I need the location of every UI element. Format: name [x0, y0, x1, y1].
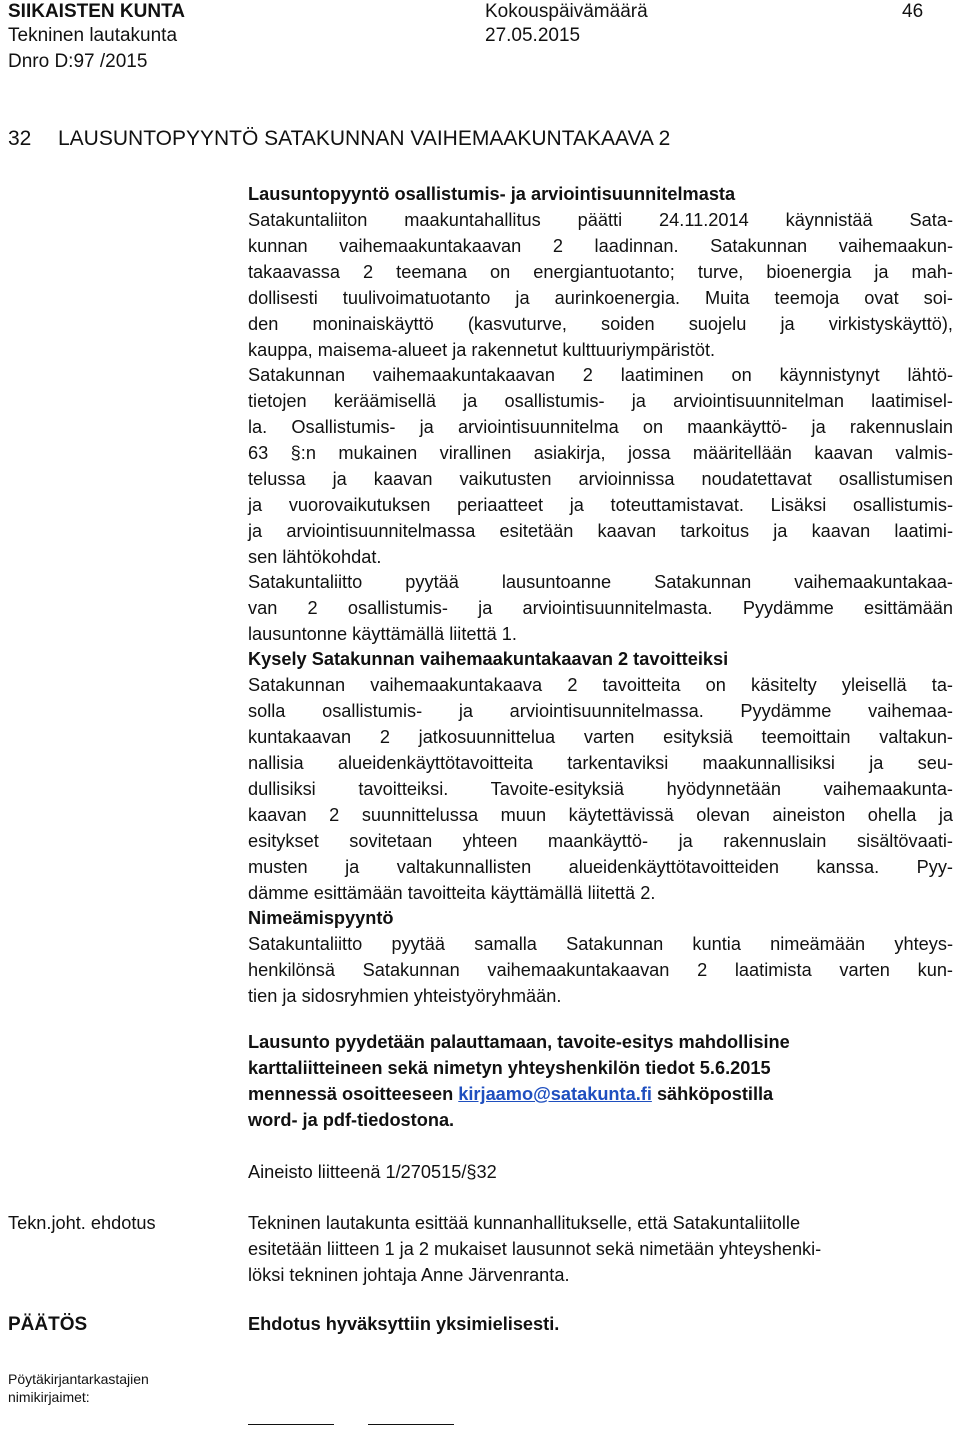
text-line: sen lähtökohdat.: [248, 547, 382, 567]
text-line: Satakuntaliitto pyytää samalla Satakunnan kuntia nimeämään yhteys-: [248, 934, 953, 954]
text-line: dämme esittämään tavoitteita käyttämällä liitettä 2.: [248, 883, 656, 903]
subheading-survey: Kysely Satakunnan vaihemaakuntakaavan 2 tavoitteiksi: [248, 649, 729, 669]
text-line: musten ja valtakunnallisten alueidenkäyttötavoitteiden kanssa. Pyy-: [248, 857, 953, 877]
dnro-reference: Dnro D:97 /2015: [8, 51, 148, 72]
text-line: ja arviointisuunnitelmassa esitetään kaavan tarkoitus ja kaavan laatimi-: [248, 521, 953, 541]
text-line: dullisiksi tavoitteiksi. Tavoite-esityksiä hyödynnetään vaihemaakunta-: [248, 779, 953, 799]
text-line: nallisia alueidenkäyttötavoitteita tarkentaviksi maakunnallisiksi ja seu-: [248, 753, 953, 773]
text-line: dollisesti tuulivoimatuotanto ja aurinkoenergia. Muita teemoja ovat soi-: [248, 288, 953, 308]
text-line: van 2 osallistumis- ja arviointisuunnitelmasta. Pyydämme esittämään: [248, 598, 953, 618]
text-line: Satakuntaliiton maakuntahallitus päätti 24.11.2014 käynnistää Sata-: [248, 210, 953, 230]
page-number: 46: [902, 1, 924, 22]
request-text: mennessä osoitteeseen: [248, 1084, 459, 1104]
request-line-with-email: [248, 1082, 953, 1108]
subheading-participation-plan: Lausuntopyyntö osallistumis- ja arviointisuunnitelmasta: [248, 184, 736, 204]
text-line: Satakunnan vaihemaakuntakaava 2 tavoitteita on käsitelty yleisellä ta-: [248, 675, 953, 695]
text-line: kuntakaavan 2 jatkosuunnittelua varten esityksiä teemoittain valtakun-: [248, 727, 953, 747]
text-line: solla osallistumis- ja arviointisuunnitelmassa. Pyydämme vaihemaa-: [248, 701, 953, 721]
request-line: karttaliitteineen sekä nimetyn yhteyshenkilön tiedot 5.6.2015: [248, 1058, 771, 1078]
text-line: Tekninen lautakunta esittää kunnanhallitukselle, että Satakuntaliitolle: [248, 1213, 801, 1233]
text-line: esitetään liitteen 1 ja 2 mukaiset lausunnot sekä nimetään yhteyshenki-: [248, 1239, 822, 1259]
text-line: la. Osallistumis- ja arviointisuunnitelma on maankäyttö- ja rakennuslain: [248, 417, 953, 437]
meeting-date-label: Kokouspäivämäärä: [485, 1, 648, 22]
text-line: den moninaiskäyttö (kasvuturve, soiden suojelu ja virkistyskäyttö),: [248, 314, 953, 334]
municipality-name: SIIKAISTEN KUNTA: [8, 1, 185, 22]
proposal-label: Tekn.joht. ehdotus: [8, 1213, 156, 1233]
text-line: kauppa, maisema-alueet ja rakennetut kulttuuriympäristöt.: [248, 340, 716, 360]
request-line: Lausunto pyydetään palauttamaan, tavoite-esitys mahdollisine: [248, 1032, 790, 1052]
text-line: Satakuntaliitto pyytää lausuntoanne Satakunnan vaihemaakuntakaa-: [248, 572, 953, 592]
email-link[interactable]: kirjaamo@satakunta.fi: [458, 1084, 652, 1104]
text-line: kaavan 2 suunnittelussa muun käytettävissä olevan aineiston ohella ja: [248, 805, 953, 825]
text-line: kunnan vaihemaakuntakaavan 2 laadinnan. Satakunnan vaihemaakun-: [248, 236, 953, 256]
board-name: Tekninen lautakunta: [8, 25, 178, 46]
request-line: word- ja pdf-tiedostona.: [248, 1110, 455, 1130]
meeting-date: 27.05.2015: [485, 25, 581, 46]
decision-text: Ehdotus hyväksyttiin yksimielisesti.: [248, 1314, 560, 1334]
text-line: tietojen keräämisellä ja osallistumis- ja arviointisuunnitelman laatimisel-: [248, 391, 953, 411]
subheading-nomination: Nimeämispyyntö: [248, 908, 394, 928]
attachment-reference: Aineisto liitteenä 1/270515/§32: [248, 1162, 497, 1182]
text-line: henkilönsä Satakunnan vaihemaakuntakaavan 2 laatimista varten kun-: [248, 960, 953, 980]
text-line: lausuntonne käyttämällä liitettä 1.: [248, 624, 517, 644]
text-line: Satakunnan vaihemaakuntakaavan 2 laatiminen on käynnistynyt lähtö-: [248, 365, 953, 385]
section-title: LAUSUNTOPYYNTÖ SATAKUNNAN VAIHEMAAKUNTAKAAVA 2: [58, 127, 671, 150]
decision-label: PÄÄTÖS: [8, 1314, 88, 1335]
text-line: 63 §:n mukainen virallinen asiakirja, jossa määritellään kaavan valmis-: [248, 443, 953, 463]
signature-line: [248, 1424, 334, 1425]
footer-label: nimikirjaimet:: [8, 1389, 90, 1405]
text-line: ja vuorovaikutuksen periaatteet ja toteuttamistavat. Lisäksi osallistumis-: [248, 495, 953, 515]
text-line: tien ja sidosryhmien yhteistyöryhmään.: [248, 986, 562, 1006]
text-line: telussa ja kaavan vaikutusten arvioinnissa noudatettavat osallistumisen: [248, 469, 953, 489]
section-number: 32: [8, 127, 32, 150]
signature-line: [368, 1424, 454, 1425]
text-line: löksi tekninen johtaja Anne Järvenranta.: [248, 1265, 570, 1285]
text-line: takaavassa 2 teemana on energiantuotanto; turve, bioenergia ja mah-: [248, 262, 953, 282]
request-text: sähköpostilla: [651, 1084, 774, 1104]
footer-label: Pöytäkirjantarkastajien: [8, 1371, 149, 1387]
text-line: esitykset sovitetaan yhteen maankäyttö- ja rakennuslain sisältövaati-: [248, 831, 953, 851]
